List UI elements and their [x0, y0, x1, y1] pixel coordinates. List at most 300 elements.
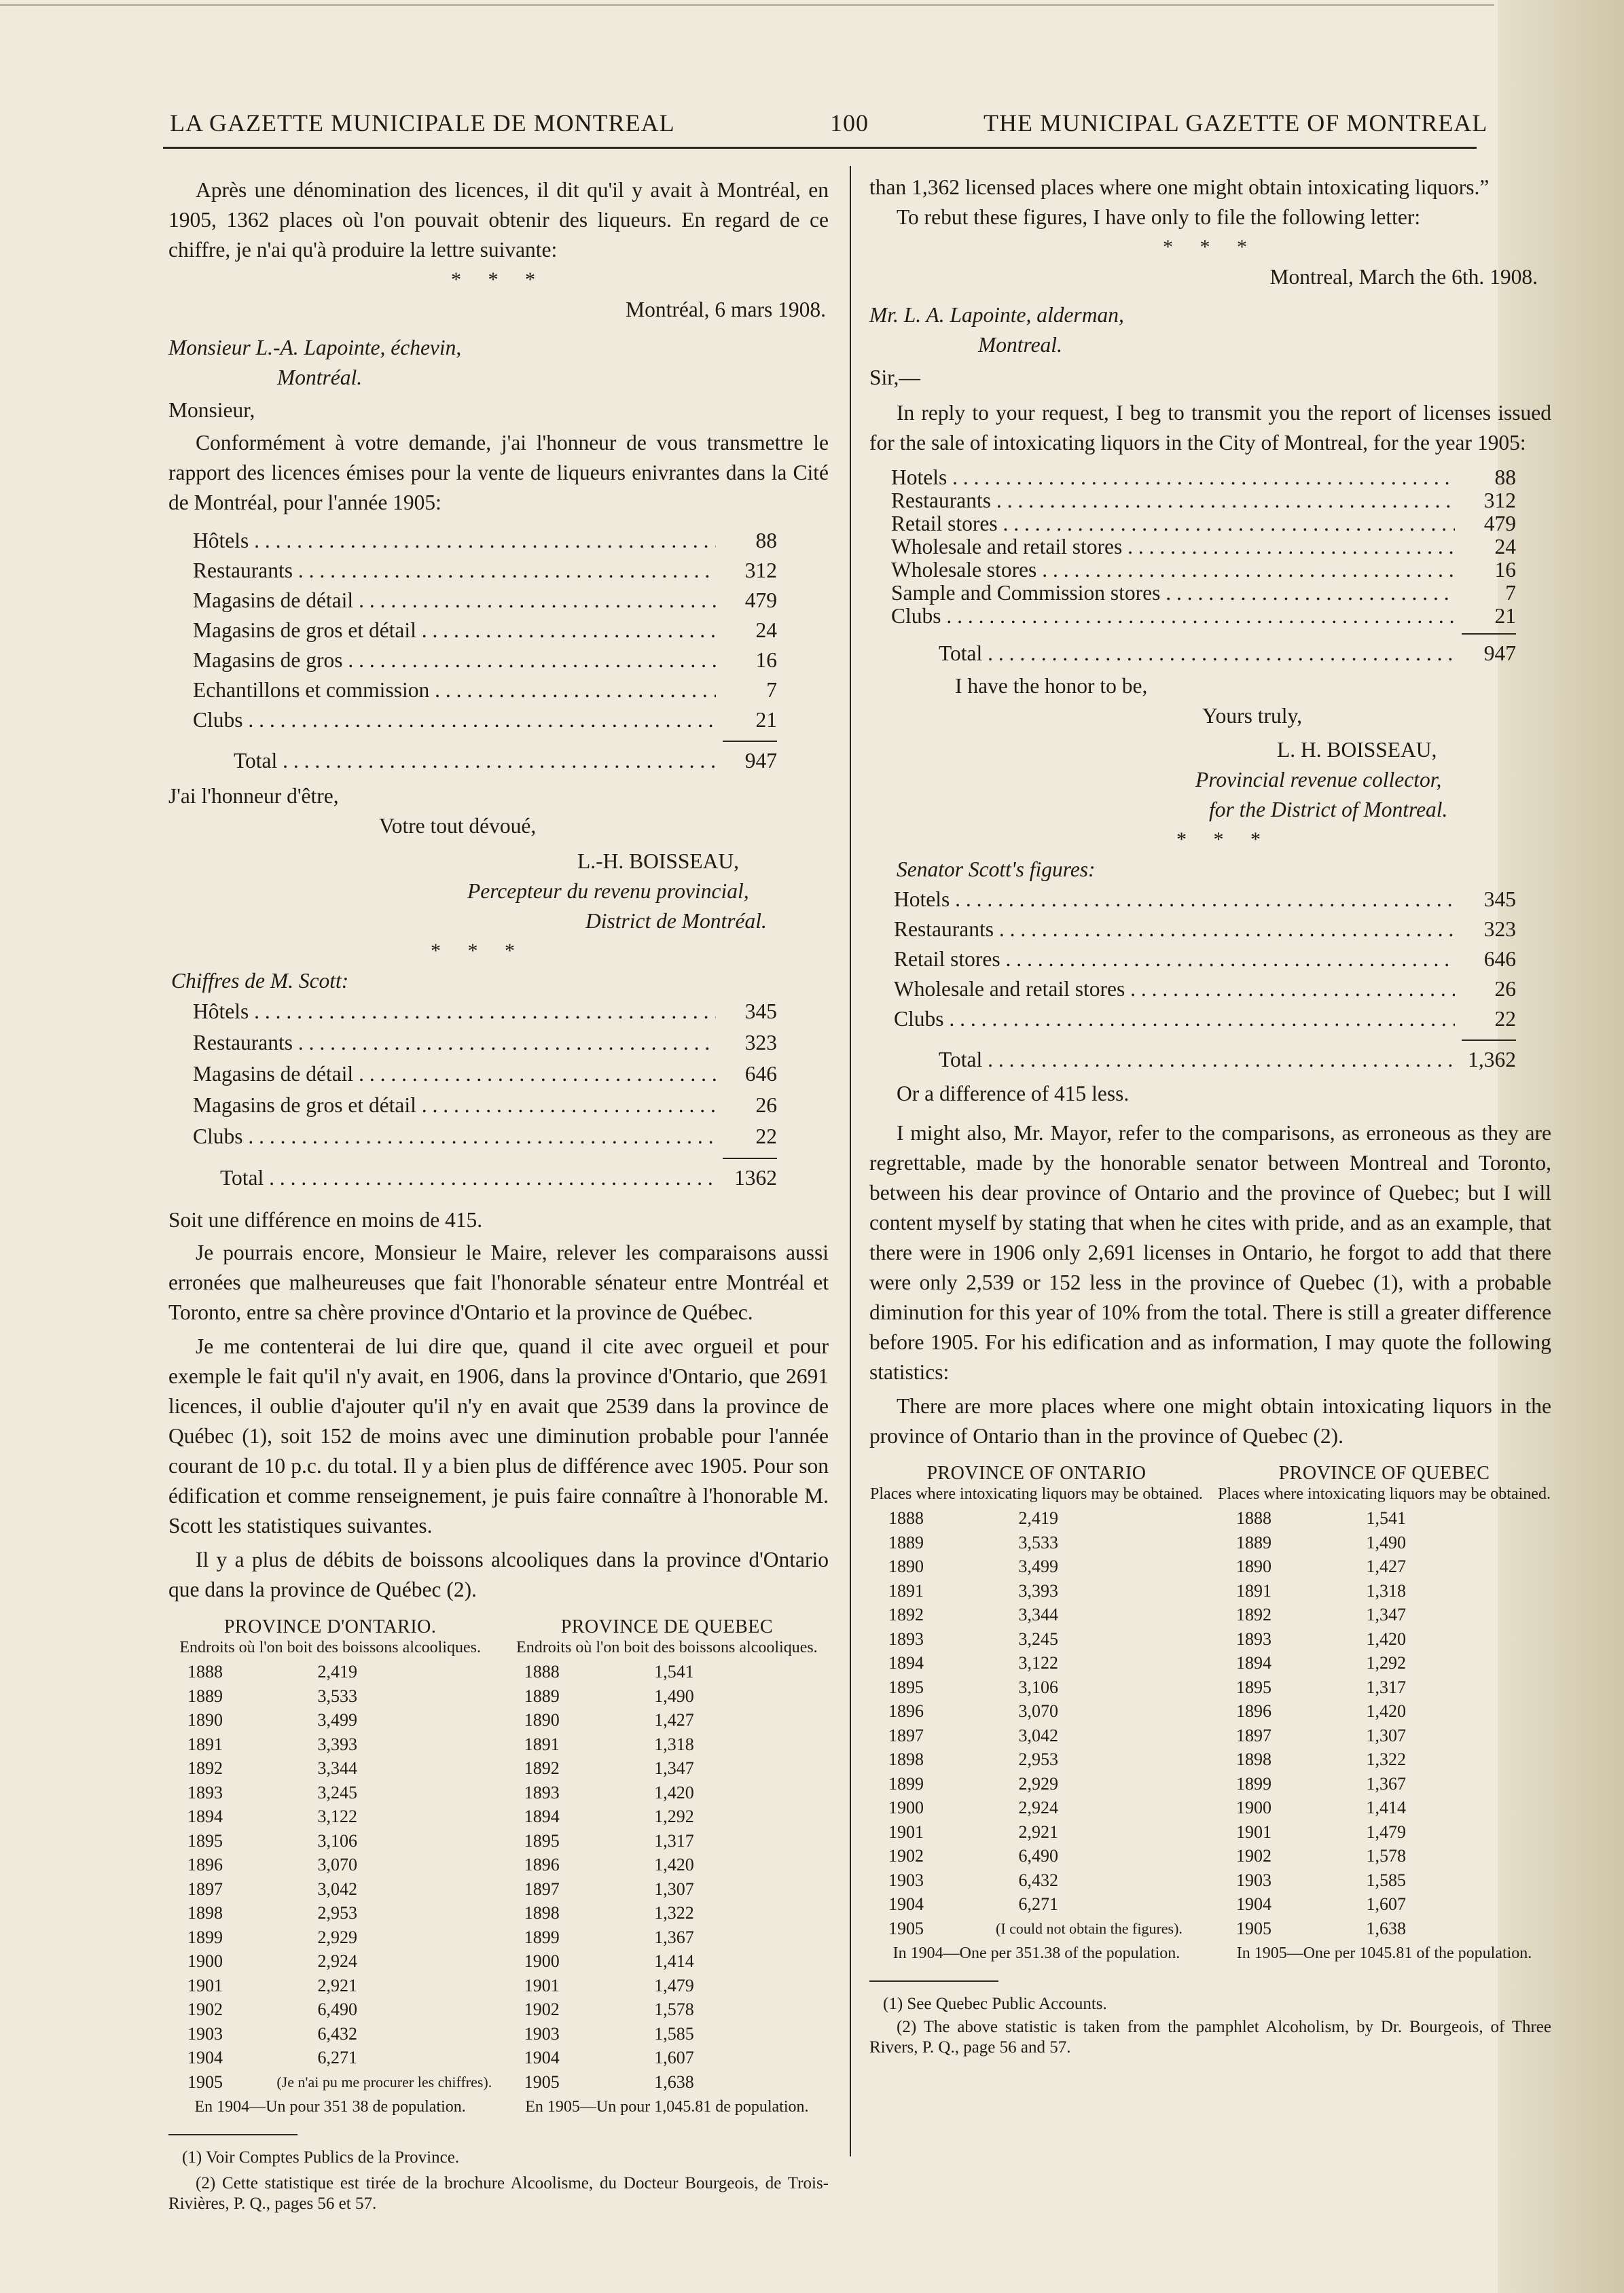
year-cell: 1889: [524, 1686, 560, 1706]
year-cell: 1903: [524, 2023, 560, 2044]
table-row: [1217, 1506, 1551, 1531]
table-row: [168, 1997, 492, 2022]
table-row: [869, 1531, 1204, 1555]
table-row: [869, 1579, 1204, 1603]
table-row: [869, 1603, 1204, 1627]
table-row: [869, 1506, 1204, 1531]
item-label: Sample and Commission stores . . .: [891, 582, 1455, 605]
table-row: [1217, 1651, 1551, 1675]
value-cell: 1,307: [1366, 1725, 1407, 1745]
missing-figure-note: (I could not obtain the figures).: [996, 1919, 1183, 1937]
table-row: [869, 1892, 1204, 1917]
value-cell: 2,929: [1018, 1773, 1058, 1794]
en-licence-list: [869, 458, 1516, 628]
table-row: [869, 1796, 1204, 1820]
value-cell: 1,367: [1366, 1773, 1407, 1794]
year-cell: 1899: [524, 1927, 560, 1947]
year-cell: 1895: [888, 1677, 924, 1697]
year-cell: 1894: [1236, 1653, 1272, 1673]
year-cell: 1895: [187, 1830, 223, 1851]
year-cell: 1896: [888, 1701, 924, 1721]
item-value: 345: [1483, 887, 1516, 911]
year-cell: 1898: [187, 1903, 223, 1923]
value-cell: 3,499: [1018, 1557, 1058, 1576]
year-cell: 1890: [1236, 1557, 1272, 1576]
list-item: [894, 944, 1516, 974]
year-cell: 1899: [1236, 1773, 1272, 1794]
year-cell: 1895: [1236, 1677, 1272, 1697]
item-label: Magasins de gros et détail . . .: [193, 616, 716, 645]
item-value: 26: [755, 1093, 777, 1117]
fr-scott-total-row: Total . . . 1362: [193, 1163, 777, 1193]
year-cell: 1890: [187, 1710, 223, 1730]
table-row: [505, 1756, 829, 1781]
value-cell: 2,953: [317, 1903, 357, 1923]
en-quebec-foot: In 1905—One per 1045.81 of the population.: [1236, 1944, 1532, 1962]
value-cell: 2,921: [1018, 1821, 1058, 1842]
value-cell: 2,419: [317, 1662, 357, 1682]
fr-closing: J'ai l'honneur d'être,: [168, 784, 339, 808]
year-cell: 1898: [888, 1749, 924, 1769]
fr-stars-2: * * *: [431, 940, 526, 962]
en-scott-list: [869, 885, 1516, 1034]
item-label: Clubs . . .: [193, 705, 716, 735]
list-item: [891, 489, 1516, 512]
item-value: 323: [1483, 917, 1516, 941]
item-label: Magasins de détail . . .: [193, 1059, 716, 1090]
year-cell: 1893: [1236, 1629, 1272, 1649]
list-item: [891, 535, 1516, 558]
list-item: [894, 885, 1516, 914]
year-cell: 1905: [187, 2072, 223, 2092]
fr-para-compare: Je pourrais encore, Monsieur le Maire, relever les comparaisons aussi erronées que malheureuses que fait l'honorable sénateur entre Montréal et Toronto, entre sa chère province d'Ontario et la province de Québec.: [168, 1241, 829, 1324]
table-row: [869, 1724, 1204, 1748]
fr-body: Conformément à votre demande, j'ai l'honneur de vous transmettre le rapport des licences émises pour la vente de liqueurs enivrantes dans la Cité de Montréal, pour l'année 1905:: [168, 431, 829, 514]
value-cell: 3,106: [317, 1830, 357, 1851]
en-ontario-heading: PROVINCE OF ONTARIO: [926, 1463, 1147, 1484]
en-ontario-table: [869, 1462, 1204, 1963]
year-cell: 1901: [524, 1975, 560, 1995]
year-cell: 1888: [524, 1662, 560, 1682]
year-cell: 1893: [187, 1782, 223, 1802]
table-row: [505, 1901, 829, 1925]
table-row: [505, 1684, 829, 1709]
value-cell: 6,271: [1018, 1894, 1058, 1914]
item-value: 21: [755, 708, 777, 732]
value-cell: 6,271: [317, 2048, 357, 2067]
table-row: [505, 1974, 829, 1998]
table-row: [869, 1772, 1204, 1796]
fr-date: Montréal, 6 mars 1908.: [626, 298, 826, 321]
value-cell: 1,490: [1366, 1532, 1407, 1552]
value-cell: 2,929: [317, 1927, 357, 1947]
item-value: 312: [744, 558, 777, 582]
year-cell: 1896: [524, 1855, 560, 1874]
en-rebut: To rebut these figures, I have only to file the following letter:: [897, 205, 1421, 229]
en-signature-title: Provincial revenue collector,: [1195, 768, 1442, 792]
year-cell: 1898: [524, 1903, 560, 1923]
item-label: Restaurants . . .: [193, 556, 716, 586]
table-row: [505, 2022, 829, 2046]
fr-sum-rule: [723, 741, 777, 742]
fr-footnote-rule: [168, 2134, 297, 2135]
table-row: [869, 1820, 1204, 1845]
year-cell: 1897: [524, 1879, 560, 1899]
value-cell: 1,638: [1366, 1918, 1407, 1938]
en-para-places: There are more places where one might obtain intoxicating liquors in the province of Ontario than in the province of Quebec (2).: [869, 1394, 1551, 1448]
item-label: Hotels . . .: [894, 885, 1455, 914]
list-item: [891, 582, 1516, 605]
item-value: 22: [755, 1124, 777, 1148]
table-row: [869, 1554, 1204, 1579]
en-closing: I have the honor to be,: [955, 674, 1148, 698]
table-row: [168, 1877, 492, 1902]
year-cell: 1900: [524, 1951, 560, 1971]
item-value: 479: [744, 588, 777, 612]
year-cell: 1899: [888, 1773, 924, 1794]
en-scott-heading: Senator Scott's figures:: [897, 857, 1096, 881]
fr-footnote-1: (1) Voir Comptes Publics de la Province.: [182, 2148, 460, 2167]
fr-ontario-subheading: Endroits où l'on boit des boissons alcooliques.: [179, 1639, 481, 1656]
list-item: [193, 616, 777, 645]
year-cell: 1892: [888, 1605, 924, 1624]
header-right-title: THE MUNICIPAL GAZETTE OF MONTREAL: [984, 109, 1488, 137]
value-cell: 1,427: [1366, 1557, 1407, 1576]
value-cell: 1,578: [1366, 1846, 1407, 1866]
value-cell: 1,541: [654, 1662, 694, 1682]
en-signature-district: for the District of Montreal.: [1209, 798, 1448, 821]
value-cell: 1,414: [654, 1951, 694, 1971]
table-row: [168, 1781, 492, 1805]
list-item: [193, 705, 777, 735]
value-cell: 1,307: [654, 1879, 694, 1899]
list-item: [193, 1027, 777, 1059]
year-cell: 1896: [187, 1855, 223, 1874]
fr-para-debits: Il y a plus de débits de boissons alcooliques dans la province d'Ontario que dans la province de Québec (2).: [168, 1548, 829, 1601]
table-row: [505, 1805, 829, 1829]
year-cell: 1899: [187, 1927, 223, 1947]
table-row: [1217, 1796, 1551, 1820]
year-cell: 1891: [1236, 1580, 1272, 1601]
fr-total-row: Total . . . 947: [193, 746, 777, 776]
table-row: [168, 1829, 492, 1853]
page-number: 100: [830, 109, 869, 137]
year-cell: 1890: [524, 1710, 560, 1730]
en-footnote-rule: [869, 1980, 998, 1982]
table-row: [1217, 1675, 1551, 1700]
table-row: [1217, 1603, 1551, 1627]
item-label: Wholesale stores . . .: [891, 558, 1455, 582]
fr-closing-2: Votre tout dévoué,: [379, 814, 537, 838]
year-cell: 1894: [187, 1807, 223, 1826]
list-item: [193, 586, 777, 616]
table-row: [1217, 1868, 1551, 1893]
year-cell: 1904: [888, 1894, 924, 1914]
table-row: [505, 2070, 829, 2095]
value-cell: 3,393: [1018, 1580, 1058, 1601]
year-cell: 1900: [888, 1798, 924, 1817]
value-cell: 3,122: [1018, 1653, 1058, 1673]
item-value: 323: [744, 1031, 777, 1054]
value-cell: 3,042: [1018, 1725, 1058, 1745]
value-cell: 3,070: [317, 1855, 357, 1874]
value-cell: 1,347: [654, 1758, 694, 1778]
list-item: [891, 605, 1516, 628]
table-row: [168, 1974, 492, 1998]
value-cell: 3,042: [317, 1879, 357, 1899]
list-item: [193, 645, 777, 675]
table-row: [168, 1925, 492, 1950]
en-footnote-1: (1) See Quebec Public Accounts.: [883, 1995, 1107, 2013]
year-cell: 1900: [1236, 1798, 1272, 1817]
value-cell: 1,420: [654, 1782, 694, 1802]
year-cell: 1888: [187, 1662, 223, 1682]
year-cell: 1901: [187, 1975, 223, 1995]
table-row: [1217, 1579, 1551, 1603]
table-row: [869, 1868, 1204, 1893]
value-cell: 1,578: [654, 1999, 694, 2019]
value-cell: 3,344: [317, 1758, 357, 1778]
year-cell: 1902: [888, 1846, 924, 1866]
en-salutation: Sir,—: [869, 366, 920, 389]
value-cell: 1,420: [654, 1855, 694, 1874]
table-row: [1217, 1554, 1551, 1579]
value-cell: 1,607: [1366, 1894, 1407, 1914]
header-rule: [163, 147, 1477, 149]
fr-scott-heading: Chiffres de M. Scott:: [171, 969, 349, 993]
value-cell: 2,953: [1018, 1749, 1058, 1769]
value-cell: 3,070: [1018, 1701, 1058, 1721]
table-row: [505, 1732, 829, 1757]
en-intro: than 1,362 licensed places where one might obtain intoxicating liquors.”: [869, 175, 1490, 199]
year-cell: 1894: [888, 1653, 924, 1673]
table-row: [1217, 1772, 1551, 1796]
fr-difference: Soit une différence en moins de 415.: [168, 1208, 483, 1232]
en-addressee-city: Montreal.: [978, 333, 1062, 357]
table-row: [869, 1675, 1204, 1700]
value-cell: 2,924: [1018, 1798, 1058, 1817]
list-item: [193, 1059, 777, 1090]
table-row: [168, 1756, 492, 1781]
item-label: Hotels . . .: [891, 466, 1455, 489]
value-cell: 3,344: [1018, 1605, 1058, 1624]
item-label: Hôtels . . .: [193, 996, 716, 1027]
value-cell: 1,292: [654, 1807, 694, 1826]
table-row: [1217, 1820, 1551, 1845]
fr-scott-list: [168, 996, 777, 1152]
en-quebec-table: [1217, 1462, 1551, 1963]
table-row: [168, 1708, 492, 1732]
year-cell: 1897: [1236, 1725, 1272, 1745]
item-label: Wholesale and retail stores . . .: [894, 974, 1455, 1004]
en-stars-2: * * *: [1176, 828, 1271, 851]
table-row: [168, 1853, 492, 1877]
fr-quebec-foot: En 1905—Un pour 1,045.81 de population.: [525, 2098, 809, 2116]
en-sum-rule: [1462, 633, 1516, 635]
value-cell: 1,318: [654, 1734, 694, 1754]
fr-province-tables: [168, 1616, 829, 2116]
year-cell: 1895: [524, 1830, 560, 1851]
value-cell: 1,292: [1366, 1653, 1407, 1673]
en-total-row: Total . . . 947: [891, 639, 1516, 669]
table-row: [505, 1925, 829, 1950]
en-ontario-subheading: Places where intoxicating liquors may be obtained.: [870, 1485, 1203, 1503]
value-cell: 3,106: [1018, 1677, 1058, 1697]
value-cell: 3,393: [317, 1734, 357, 1754]
table-row: [168, 1805, 492, 1829]
item-value: 24: [1494, 535, 1516, 558]
value-cell: 1,607: [654, 2048, 694, 2067]
value-cell: 1,585: [654, 2023, 694, 2044]
en-quebec-heading: PROVINCE OF QUEBEC: [1278, 1463, 1490, 1484]
value-cell: 1,420: [1366, 1701, 1407, 1721]
table-row: [869, 1699, 1204, 1724]
fr-signature-name: L.-H. BOISSEAU,: [577, 849, 740, 873]
year-cell: 1905: [888, 1918, 924, 1938]
fr-para-content: Je me contenterai de lui dire que, quand il cite avec orgueil et pour exemple le fait qu'il n'y avait, en 1906, dans la province d'Ontario, que 2691 licences, il oublie d'ajouter qu'il n'y en avait que 2539 dans la province de Québec (1), soit 152 de moins avec une diminution probable pour l'année courant de 10 p.c. du total. Il y a bien plus de différence avec 1905. Pour son édification et comme renseignement, je puis faire connaître à l'honorable M. Scott les statistiques suivantes.: [168, 1334, 829, 1537]
fr-salutation: Monsieur,: [168, 398, 255, 422]
year-cell: 1901: [888, 1821, 924, 1842]
fr-stars: * * *: [451, 268, 546, 291]
table-row: [168, 2070, 492, 2095]
list-item: [891, 558, 1516, 582]
en-footnote-2: (2) The above statistic is taken from the pamphlet Alcoholism, by Dr. Bourgeois, of Three Rivers, P. Q., page 56 and 57.: [869, 2018, 1551, 2057]
value-cell: 1,322: [654, 1903, 694, 1923]
item-label: Clubs . . .: [193, 1121, 716, 1152]
fr-signature-title: Percepteur du revenu provincial,: [467, 879, 749, 903]
value-cell: 3,245: [1018, 1629, 1058, 1649]
year-cell: 1889: [187, 1686, 223, 1706]
year-cell: 1900: [187, 1951, 223, 1971]
en-addressee: Mr. L. A. Lapointe, alderman,: [869, 303, 1124, 327]
value-cell: 2,419: [1018, 1508, 1058, 1528]
year-cell: 1891: [888, 1580, 924, 1601]
item-value: 345: [744, 999, 777, 1023]
value-cell: 1,479: [1366, 1821, 1407, 1842]
item-value: 88: [1494, 465, 1516, 489]
item-label: Restaurants . . .: [894, 914, 1455, 944]
value-cell: 3,533: [1018, 1532, 1058, 1552]
fr-licence-list: [168, 518, 777, 735]
year-cell: 1897: [888, 1725, 924, 1745]
value-cell: 1,367: [654, 1927, 694, 1947]
list-item: [193, 675, 777, 705]
year-cell: 1892: [524, 1758, 560, 1778]
value-cell: 3,245: [317, 1782, 357, 1802]
item-label: Restaurants . . .: [193, 1027, 716, 1059]
table-row: [869, 1747, 1204, 1772]
year-cell: 1890: [888, 1557, 924, 1576]
list-item: [894, 1004, 1516, 1034]
value-cell: 1,347: [1366, 1605, 1407, 1624]
year-cell: 1903: [187, 2023, 223, 2044]
table-row: [869, 1844, 1204, 1868]
value-cell: 1,420: [1366, 1629, 1407, 1649]
item-label: Hôtels . . .: [193, 526, 716, 556]
item-value: 26: [1494, 977, 1516, 1001]
year-cell: 1898: [1236, 1749, 1272, 1769]
year-cell: 1888: [1236, 1508, 1272, 1528]
en-date: Montreal, March the 6th. 1908.: [1269, 265, 1538, 289]
year-cell: 1901: [1236, 1821, 1272, 1842]
value-cell: 1,317: [1366, 1677, 1407, 1697]
en-ontario-foot: In 1904—One per 351.38 of the population.: [892, 1944, 1180, 1962]
item-value: 479: [1483, 512, 1516, 535]
table-row: [505, 1781, 829, 1805]
value-cell: 1,318: [1366, 1580, 1407, 1601]
missing-figure-note: (Je n'ai pu me procurer les chiffres).: [276, 2073, 492, 2091]
year-cell: 1889: [1236, 1532, 1272, 1552]
item-label: Restaurants . . .: [891, 489, 1455, 512]
item-label: Magasins de détail . . .: [193, 586, 716, 616]
en-difference: Or a difference of 415 less.: [897, 1082, 1130, 1105]
value-cell: 1,585: [1366, 1870, 1407, 1890]
fr-ontario-heading: PROVINCE D'ONTARIO.: [223, 1616, 437, 1637]
column-divider: [850, 166, 851, 2156]
table-row: [1217, 1724, 1551, 1748]
item-label: Clubs . . .: [891, 605, 1455, 628]
table-row: [505, 1949, 829, 1974]
table-row: [168, 1660, 492, 1684]
french-column: [168, 175, 829, 2214]
fr-ontario-foot: En 1904—Un pour 351 38 de population.: [194, 2098, 466, 2116]
year-cell: 1903: [888, 1870, 924, 1890]
table-row: [1217, 1531, 1551, 1555]
list-item: [193, 1090, 777, 1121]
list-item: [894, 974, 1516, 1004]
list-item: [193, 996, 777, 1027]
list-item: [193, 556, 777, 586]
year-cell: 1894: [524, 1807, 560, 1826]
item-label: Magasins de gros et détail . . .: [193, 1090, 716, 1121]
year-cell: 1904: [524, 2048, 560, 2067]
en-body: In reply to your request, I beg to transmit you the report of licenses issued for the sale of intoxicating liquors in the City of Montreal, for the year 1905:: [869, 401, 1551, 455]
year-cell: 1891: [524, 1734, 560, 1754]
year-cell: 1891: [187, 1734, 223, 1754]
fr-quebec-heading: PROVINCE DE QUEBEC: [560, 1616, 774, 1637]
value-cell: 6,432: [1018, 1870, 1058, 1890]
item-label: Retail stores . . .: [891, 512, 1455, 535]
value-cell: 1,317: [654, 1830, 694, 1851]
table-row: [869, 1627, 1204, 1652]
year-cell: 1905: [524, 2072, 560, 2092]
item-label: Clubs . . .: [894, 1004, 1455, 1034]
en-scott-total-row: Total . . . 1,362: [894, 1045, 1516, 1075]
year-cell: 1892: [187, 1758, 223, 1778]
year-cell: 1889: [888, 1532, 924, 1552]
year-cell: 1904: [187, 2048, 223, 2067]
fr-footnote-2: (2) Cette statistique est tirée de la brochure Alcoolisme, du Docteur Bourgeois, de Trois-Rivières, P. Q., pages 56 et 57.: [168, 2174, 829, 2213]
table-row: [505, 1660, 829, 1684]
table-row: [1217, 1844, 1551, 1868]
list-item: [193, 526, 777, 556]
fr-quebec-subheading: Endroits où l'on boit des boissons alcooliques.: [516, 1639, 818, 1656]
table-row: [168, 1684, 492, 1709]
table-row: [1217, 1747, 1551, 1772]
table-row: [505, 1997, 829, 2022]
value-cell: 2,921: [317, 1975, 357, 1995]
item-value: 16: [755, 648, 777, 672]
fr-signature-district: District de Montréal.: [585, 909, 767, 933]
value-cell: 1,322: [1366, 1749, 1407, 1769]
table-row: [1217, 1917, 1551, 1941]
value-cell: 1,414: [1366, 1798, 1407, 1817]
top-border-line: [0, 4, 1494, 6]
table-row: [505, 1877, 829, 1902]
value-cell: 1,490: [654, 1686, 694, 1706]
item-value: 22: [1494, 1007, 1516, 1031]
item-value: 21: [1494, 604, 1516, 628]
